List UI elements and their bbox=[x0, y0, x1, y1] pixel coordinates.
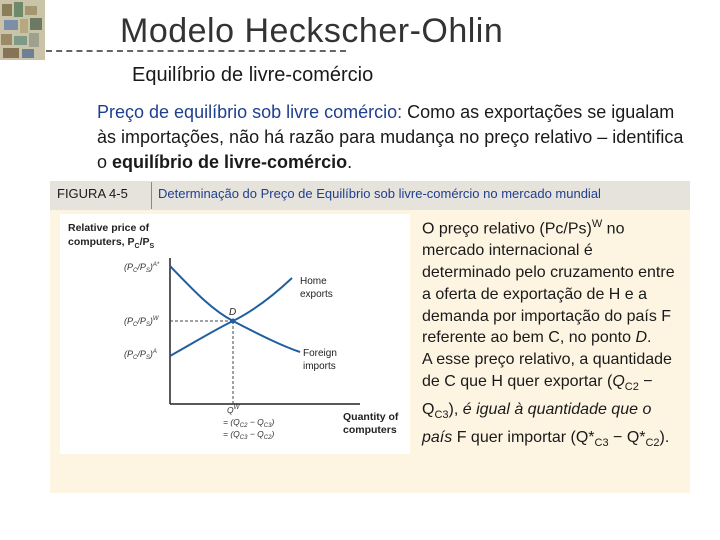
qw-q: Q bbox=[227, 405, 234, 415]
intro-text: Como as exportações se igualam às importações, não há razão para mudança no preço relativo – identifica o bbox=[97, 102, 684, 172]
tick-low-end: ) bbox=[149, 349, 153, 359]
tick-mid-prefix: (P bbox=[124, 316, 133, 326]
explain-p2-italic: é igual à quantidade que o país bbox=[422, 400, 652, 446]
y-axis-label-prefix: computers, P bbox=[68, 236, 135, 248]
equilibrium-diagram bbox=[60, 214, 410, 454]
intro-bold: equilíbrio de livre-comércio bbox=[112, 152, 348, 172]
tick-low-mid: /P bbox=[137, 349, 146, 359]
explain-p1-a: O preço relativo (Pc/Ps) bbox=[422, 220, 592, 238]
tick-top-sub-c: C bbox=[133, 268, 138, 274]
tick-mid-mid: /P bbox=[137, 316, 146, 326]
y-axis-sub-c: C bbox=[134, 243, 140, 250]
home-exports-label-1: Home bbox=[300, 276, 327, 287]
figure-label: FIGURA 4-5 bbox=[57, 186, 128, 201]
explain-p2-q3: Q* bbox=[575, 428, 595, 446]
qw-row3-sub2: C2 bbox=[263, 435, 272, 441]
explain-p2-sub2: C3 bbox=[434, 409, 449, 422]
explain-p2-sub3: C3 bbox=[594, 437, 609, 450]
x-axis-label-line2: computers bbox=[343, 424, 397, 436]
tick-mid-sub-s: S bbox=[145, 322, 150, 328]
figure-caption-divider bbox=[151, 182, 152, 209]
explain-p2-c: F quer importar ( bbox=[452, 428, 576, 446]
foreign-imports-label-2: imports bbox=[303, 361, 336, 372]
explain-p2-minus: − Q bbox=[422, 372, 653, 418]
explanation-text bbox=[422, 214, 684, 455]
qw-row2-minus: − Q bbox=[247, 417, 264, 427]
qw-row2-sub2: C3 bbox=[263, 423, 272, 429]
y-axis-label-line2 bbox=[68, 236, 155, 250]
point-d-label: D bbox=[229, 307, 237, 318]
qw-row2-sub1: C2 bbox=[239, 423, 248, 429]
y-axis-label-line1: Relative price of bbox=[68, 222, 150, 234]
explain-p1-end: . bbox=[647, 329, 652, 347]
qw-row3-sub1: C3 bbox=[239, 435, 248, 441]
foreign-imports-label-1: Foreign bbox=[303, 348, 337, 359]
explain-p2-a: A esse preço relativo, a quantidade de C que H quer exportar ( bbox=[422, 351, 672, 390]
y-axis-sub-s: S bbox=[149, 243, 155, 250]
qw-sup: W bbox=[233, 405, 240, 411]
tick-top-sup: A* bbox=[152, 262, 160, 268]
explain-p2-q1: Q bbox=[612, 372, 625, 390]
explain-p2-end: ). bbox=[659, 428, 670, 446]
explain-p2-minus2: − Q* bbox=[608, 428, 646, 446]
figure-caption: Determinação do Preço de Equilíbrio sob livre-comércio no mercado mundial bbox=[158, 186, 601, 201]
equilibrium-point bbox=[231, 319, 236, 324]
tick-mid-sub-c: C bbox=[133, 322, 138, 328]
explain-p1-d: D bbox=[635, 329, 648, 347]
qw-row2-end: ) bbox=[271, 417, 275, 427]
explain-p2-sub1: C2 bbox=[624, 381, 639, 394]
page-title: Modelo Heckscher-Ohlin bbox=[120, 12, 504, 50]
title-underline bbox=[46, 50, 346, 52]
y-axis-slash: /P bbox=[139, 236, 150, 248]
tick-low-sub-c: C bbox=[133, 355, 138, 361]
section-subtitle: Equilíbrio de livre-comércio bbox=[132, 64, 374, 86]
qw-row3-end: ) bbox=[271, 429, 275, 439]
qw-row3-minus: − Q bbox=[247, 429, 264, 439]
x-axis-label-line1: Quantity of bbox=[343, 411, 399, 423]
qw-row3-prefix: = (Q bbox=[223, 429, 240, 439]
qw-row2-prefix: = (Q bbox=[223, 417, 240, 427]
tick-mid-end: ) bbox=[149, 316, 153, 326]
tick-low-prefix: (P bbox=[124, 349, 133, 359]
tick-top-mid: /P bbox=[137, 262, 146, 272]
explain-p2-sub4: C2 bbox=[645, 437, 660, 450]
tick-top-end: ) bbox=[149, 262, 153, 272]
intro-lead: Preço de equilíbrio sob livre comércio: bbox=[97, 102, 403, 122]
tick-top-sub-s: S bbox=[145, 268, 150, 274]
explain-p2-b: ), bbox=[448, 400, 463, 418]
intro-paragraph bbox=[97, 100, 697, 175]
home-exports-label-2: exports bbox=[300, 289, 333, 300]
tick-mid-sup: W bbox=[152, 316, 159, 322]
explain-p1-b: no mercado internacional é determinado pelo cruzamento entre a oferta de exportação de H e a demanda por importação do país F referente ao bem C, no ponto bbox=[422, 220, 675, 347]
tick-low-sub-s: S bbox=[145, 355, 150, 361]
intro-end: . bbox=[347, 152, 353, 172]
explain-p1-sup: W bbox=[591, 218, 603, 230]
tick-top-prefix: (P bbox=[124, 262, 133, 272]
tick-low-sup: A bbox=[152, 349, 157, 355]
decorative-corner-image bbox=[0, 0, 45, 60]
